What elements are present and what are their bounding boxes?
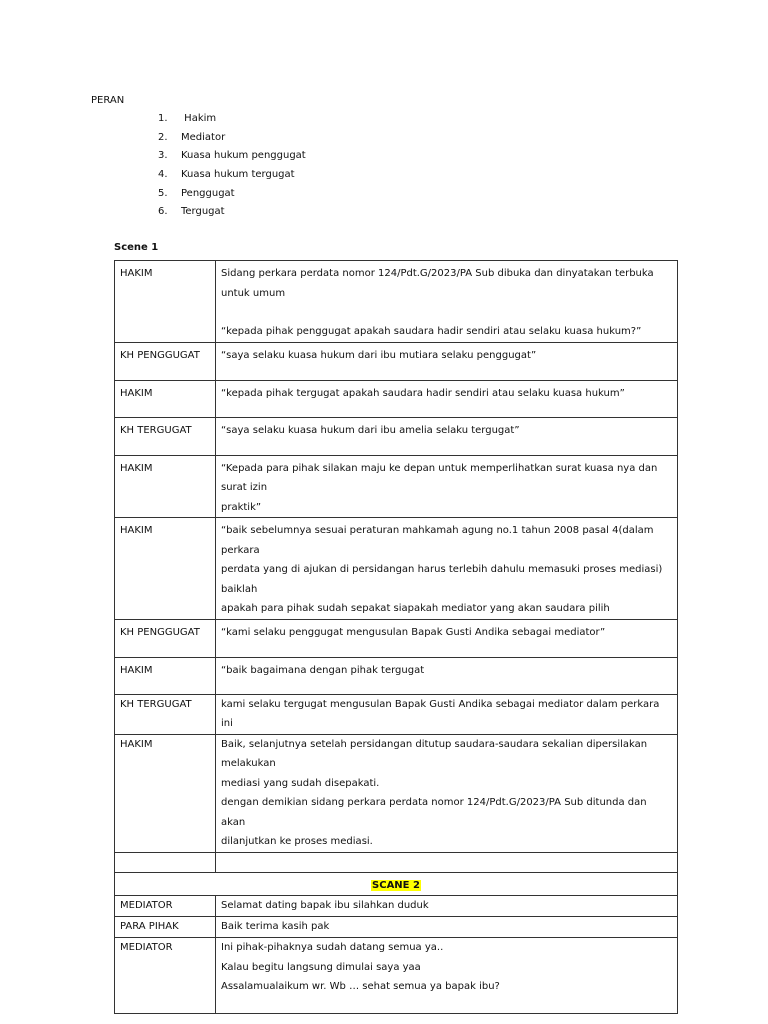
speaker-cell: HAKIM — [115, 455, 216, 518]
table-row — [115, 619, 678, 657]
table-row — [115, 342, 678, 380]
dialogue-line: apakah para pihak sudah sepakat siapakah mediator yang akan saudara pilih — [221, 603, 610, 614]
dialogue-line: kami selaku tergugat mengusulan Bapak Gusti Andika sebagai mediator dalam perkara ini — [221, 698, 660, 729]
dialogue-cell — [216, 455, 678, 518]
role-list — [158, 112, 306, 224]
dialogue-line: Selamat dating bapak ibu silahkan duduk — [221, 900, 429, 911]
speaker-cell: HAKIM — [115, 657, 216, 694]
dialogue-line: “saya selaku kuasa hukum dari ibu amelia selaku tergugat” — [221, 424, 520, 436]
dialogue-cell — [216, 896, 678, 917]
table-row — [115, 518, 678, 620]
dialogue-line: “saya selaku kuasa hukum dari ibu mutiara selaku penggugat” — [221, 349, 537, 361]
speaker-cell: MEDIATOR — [115, 938, 216, 1014]
dialogue-cell — [216, 917, 678, 938]
table-row — [115, 938, 678, 1014]
speaker-cell: KH PENGGUGAT — [115, 619, 216, 657]
role-item — [158, 168, 306, 187]
empty-cell — [115, 852, 216, 872]
table-row — [115, 896, 678, 917]
dialogue-line: Kalau begitu langsung dimulai saya yaa — [221, 961, 421, 973]
role-item — [158, 205, 306, 224]
dialogue-line: Baik, selanjutnya setelah persidangan ditutup saudara-saudara sekalian dipersilakan melakukan — [221, 738, 648, 769]
dialogue-line: dilanjutkan ke proses mediasi. — [221, 836, 373, 847]
role-number: 5. — [158, 187, 168, 199]
role-item — [158, 187, 306, 206]
speaker-cell: HAKIM — [115, 518, 216, 620]
dialogue-line: “Kepada para pihak silakan maju ke depan untuk memperlihatkan surat kuasa nya dan surat izin — [221, 462, 658, 493]
role-label: Hakim — [181, 113, 217, 124]
table-row — [115, 380, 678, 417]
role-item — [158, 149, 306, 168]
peran-title: PERAN — [91, 95, 125, 106]
table-row — [115, 657, 678, 694]
scene-2-header-row — [115, 872, 678, 896]
dialogue-line: Assalamualaikum wr. Wb … sehat semua ya bapak ibu? — [221, 981, 500, 992]
speaker-cell: KH TERGUGAT — [115, 694, 216, 734]
role-item — [158, 131, 306, 150]
dialogue-line: “baik bagaimana dengan pihak tergugat — [221, 664, 425, 676]
dialogue-cell — [216, 734, 678, 852]
dialogue-cell — [216, 261, 678, 343]
dialogue-line: praktik” — [221, 501, 262, 513]
dialogue-cell — [216, 694, 678, 734]
role-label: Penggugat — [181, 187, 235, 199]
speaker-cell: HAKIM — [115, 380, 216, 417]
table-row — [115, 734, 678, 852]
role-number: 2. — [158, 131, 168, 143]
dialogue-line: dengan demikian sidang perkara perdata nomor 124/Pdt.G/2023/PA Sub ditunda dan akan — [221, 797, 647, 828]
role-number: 1. — [158, 113, 168, 124]
role-number: 3. — [158, 150, 168, 162]
table-row — [115, 694, 678, 734]
role-label: Mediator — [181, 131, 226, 143]
role-number: 4. — [158, 169, 168, 181]
table-row — [115, 261, 678, 343]
dialogue-cell — [216, 380, 678, 417]
role-number: 6. — [158, 206, 168, 218]
script-table — [114, 260, 678, 1014]
dialogue-line: “baik sebelumnya sesuai peraturan mahkamah agung no.1 tahun 2008 pasal 4(dalam perkara — [221, 525, 654, 556]
dialogue-line: “kepada pihak penggugat apakah saudara hadir sendiri atau selaku kuasa hukum?” — [221, 326, 642, 337]
dialogue-line: Ini pihak-pihaknya sudah datang semua ya.. — [221, 942, 444, 953]
dialogue-line: perdata yang di ajukan di persidangan harus terlebih dahulu memasuki proses mediasi) baiklah — [221, 564, 663, 595]
speaker-cell: KH TERGUGAT — [115, 417, 216, 455]
table-row — [115, 455, 678, 518]
dialogue-cell — [216, 518, 678, 620]
table-row — [115, 417, 678, 455]
speaker-cell: HAKIM — [115, 261, 216, 343]
speaker-cell: KH PENGGUGAT — [115, 342, 216, 380]
dialogue-cell — [216, 938, 678, 1014]
role-item — [158, 112, 306, 131]
scene-1-title: Scene 1 — [114, 242, 159, 253]
speaker-cell: PARA PIHAK — [115, 917, 216, 938]
dialogue-cell — [216, 657, 678, 694]
dialogue-line: Baik terima kasih pak — [221, 921, 330, 932]
speaker-cell: HAKIM — [115, 734, 216, 852]
scene-2-header — [115, 872, 678, 896]
table-row — [115, 917, 678, 938]
dialogue-line: “kami selaku penggugat mengusulan Bapak Gusti Andika sebagai mediator” — [221, 626, 606, 638]
dialogue-line: mediasi yang sudah disepakati. — [221, 777, 380, 789]
speaker-cell: MEDIATOR — [115, 896, 216, 917]
dialogue-cell — [216, 619, 678, 657]
dialogue-line: Sidang perkara perdata nomor 124/Pdt.G/2023/PA Sub dibuka dan dinyatakan terbuka untuk umum — [221, 268, 654, 299]
dialogue-cell — [216, 342, 678, 380]
role-label: Tergugat — [181, 206, 225, 218]
empty-cell — [216, 852, 678, 872]
dialogue-line: “kepada pihak tergugat apakah saudara hadir sendiri atau selaku kuasa hukum” — [221, 387, 625, 399]
role-label: Kuasa hukum penggugat — [181, 150, 306, 162]
scene-2-title: SCANE 2 — [372, 879, 420, 891]
empty-row — [115, 852, 678, 872]
role-label: Kuasa hukum tergugat — [181, 169, 295, 181]
dialogue-cell — [216, 417, 678, 455]
